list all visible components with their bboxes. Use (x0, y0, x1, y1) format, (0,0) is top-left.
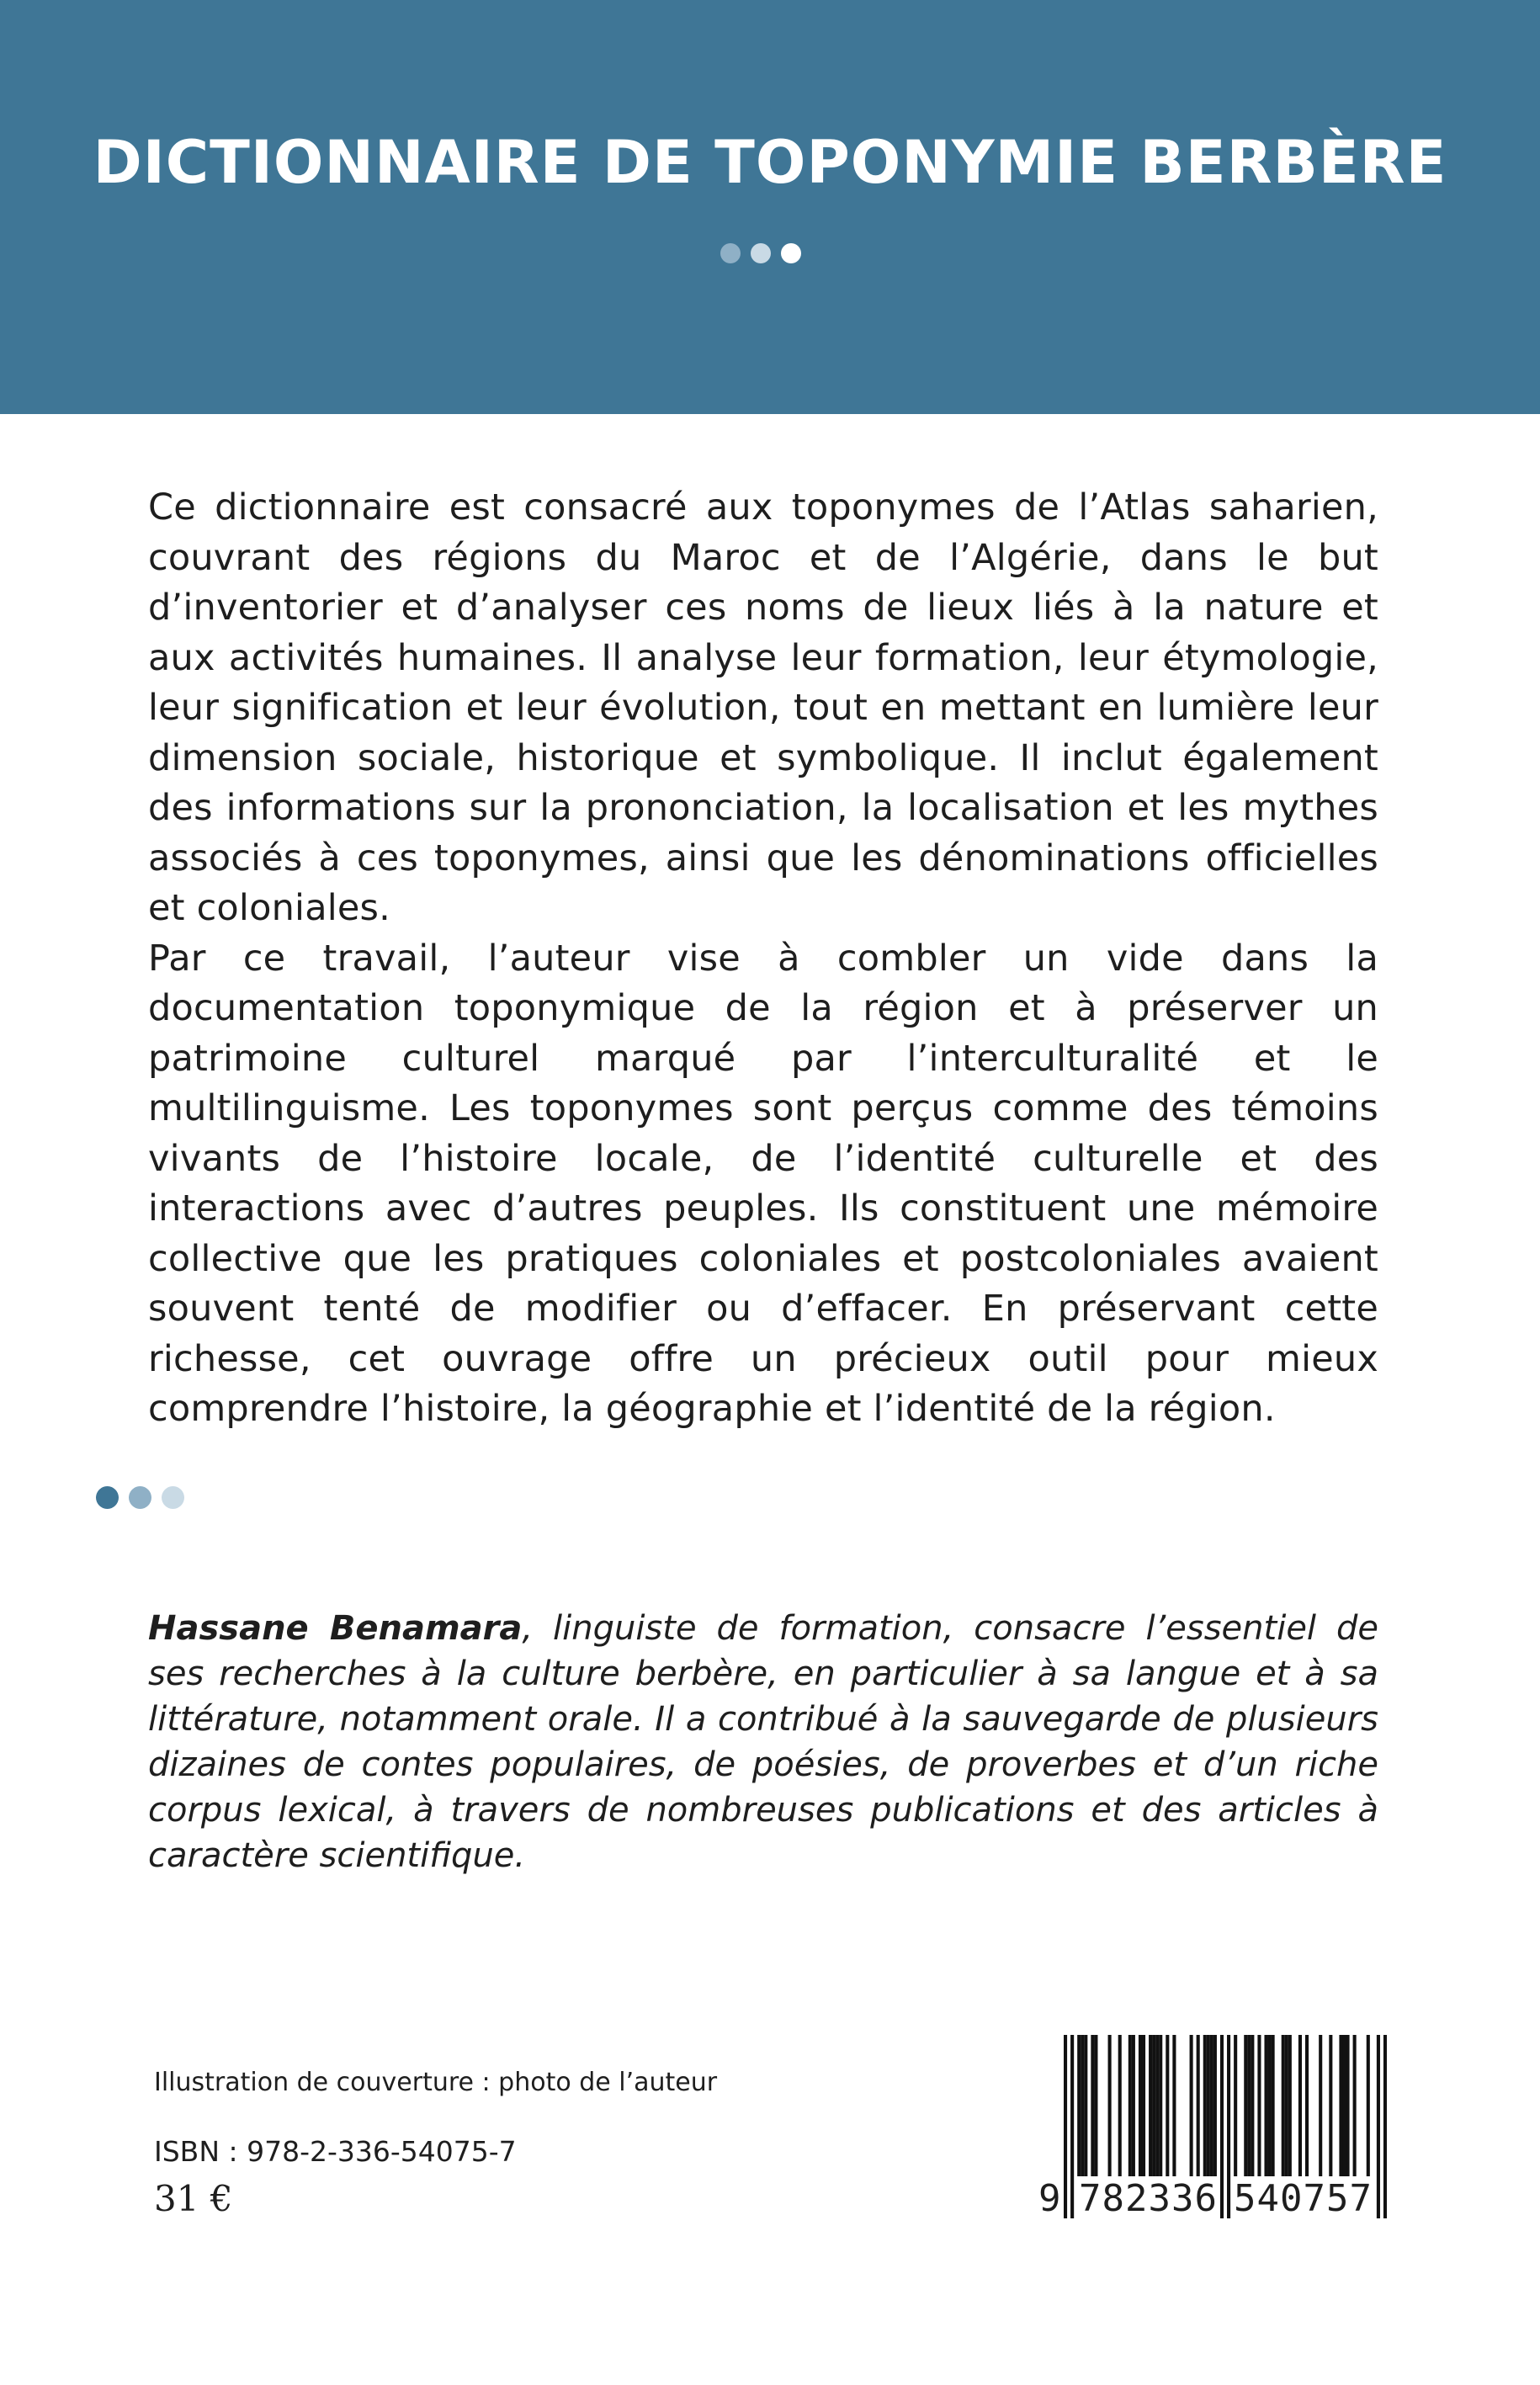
barcode-bar (1213, 2035, 1217, 2185)
barcode-bar (1139, 2035, 1142, 2185)
barcode-bar (1077, 2035, 1081, 2185)
header-band (0, 0, 1540, 414)
book-description (148, 483, 1378, 1435)
author-bio (148, 1606, 1378, 1878)
barcode-bar (1155, 2035, 1159, 2185)
barcode-bar (1084, 2035, 1087, 2185)
divider-dot (96, 1486, 119, 1509)
barcode-bar (1285, 2035, 1288, 2185)
barcode-bar (1081, 2035, 1084, 2185)
barcode-bar (1247, 2035, 1251, 2185)
barcode-bar (1118, 2035, 1122, 2185)
barcode-bar (1149, 2035, 1152, 2185)
title-dot (720, 243, 741, 263)
description-paragraph: Par ce travail, l’auteur vise à combler un vide dans la documentation toponymique de la région et à préserver un patrimoine culturel marqué par l’interculturalité et le multilinguisme. Les toponymes sont perçus comme des témoins vivants de l’histoire locale, de l’identité culturelle et des interactions avec d’autres peuples. Ils constituent une mémoire collective que les pratiques coloniales et postcoloniales avaient souvent tenté de modifier ou d’effacer. En préservant cette richesse, cet ouvrage offre un précieux outil pour mieux comprendre l’histoire, la géographie et l’identité de la région. (148, 937, 1378, 1430)
barcode-bar (1298, 2035, 1302, 2185)
barcode-bar (1203, 2035, 1207, 2185)
barcode-bar (1159, 2035, 1162, 2185)
barcode-bar (1329, 2035, 1332, 2185)
title-dot (751, 243, 771, 263)
barcode-number (1037, 2176, 1387, 2222)
barcode-bar (1251, 2035, 1254, 2185)
section-divider-dots (96, 1486, 184, 1509)
description-paragraph: Ce dictionnaire est consacré aux toponymes de l’Atlas saharien, couvrant des régions du Maroc et de l’Algérie, dans le but d’inventorier et d’analyser ces noms de lieux liés à la nature et aux activités humaines. Il analyse leur formation, leur étymologie, leur signification et leur évolution, tout en mettant en lumière leur dimension sociale, historique et symbolique. Il inclut également des informations sur la prononciation, la localisation et les mythes associés à ces toponymes, ainsi que les dénominations officielles et coloniales. (148, 486, 1378, 929)
barcode-bar (1210, 2035, 1213, 2185)
barcode-bar (1346, 2035, 1349, 2185)
divider-dot (162, 1486, 184, 1509)
author-name: Hassane Benamara (148, 1609, 523, 1648)
barcode-bar (1166, 2035, 1169, 2185)
barcode-bar (1152, 2035, 1155, 2185)
barcode-bar (1353, 2035, 1357, 2185)
barcode-bar (1108, 2035, 1112, 2185)
barcode-bar (1207, 2035, 1210, 2185)
barcode-bar (1319, 2035, 1322, 2185)
barcode-bar (1305, 2035, 1309, 2185)
barcode-bar (1342, 2035, 1346, 2185)
isbn: ISBN : 978-2-336-54075-7 (154, 2135, 517, 2168)
barcode-bar (1197, 2035, 1200, 2185)
book-title: DICTIONNAIRE DE TOPONYMIE BERBÈRE (93, 128, 1447, 197)
cover-credit: Illustration de couverture : photo de l’auteur (154, 2068, 718, 2097)
barcode-bar (1282, 2035, 1285, 2185)
barcode-bar (1142, 2035, 1145, 2185)
barcode-bar (1339, 2035, 1342, 2185)
title-dot (781, 243, 801, 263)
price: 31 € (154, 2178, 233, 2219)
divider-dot (129, 1486, 151, 1509)
barcode-bar (1244, 2035, 1247, 2185)
barcode-first-digit: 9 (1038, 2177, 1062, 2220)
barcode-bar (1091, 2035, 1094, 2185)
barcode-bar (1190, 2035, 1193, 2185)
barcode-bar (1268, 2035, 1272, 2185)
barcode-bar (1172, 2035, 1176, 2185)
barcode-bar (1234, 2035, 1237, 2185)
barcode (1037, 2035, 1387, 2222)
barcode-bar (1264, 2035, 1267, 2185)
barcode-bar (1272, 2035, 1275, 2185)
title-dots (720, 243, 801, 263)
barcode-right-group: 540757 (1234, 2177, 1373, 2220)
barcode-bar (1128, 2035, 1132, 2185)
barcode-bar (1132, 2035, 1135, 2185)
barcode-bar (1367, 2035, 1370, 2185)
barcode-bar (1288, 2035, 1292, 2185)
barcode-left-group: 782336 (1079, 2177, 1218, 2220)
barcode-bar (1257, 2035, 1261, 2185)
barcode-bar (1094, 2035, 1097, 2185)
author-bio-text: , linguiste de formation, consacre l’essentiel de ses recherches à la culture berbère, en particulier à sa langue et à sa littérature, notamment orale. Il a contribué à la sauvegarde de plusieurs dizaines de contes populaires, de poésies, de proverbes et d’un riche corpus lexical, à travers de nombreuses publications et des articles à caractère scientifique. (148, 1609, 1378, 1875)
